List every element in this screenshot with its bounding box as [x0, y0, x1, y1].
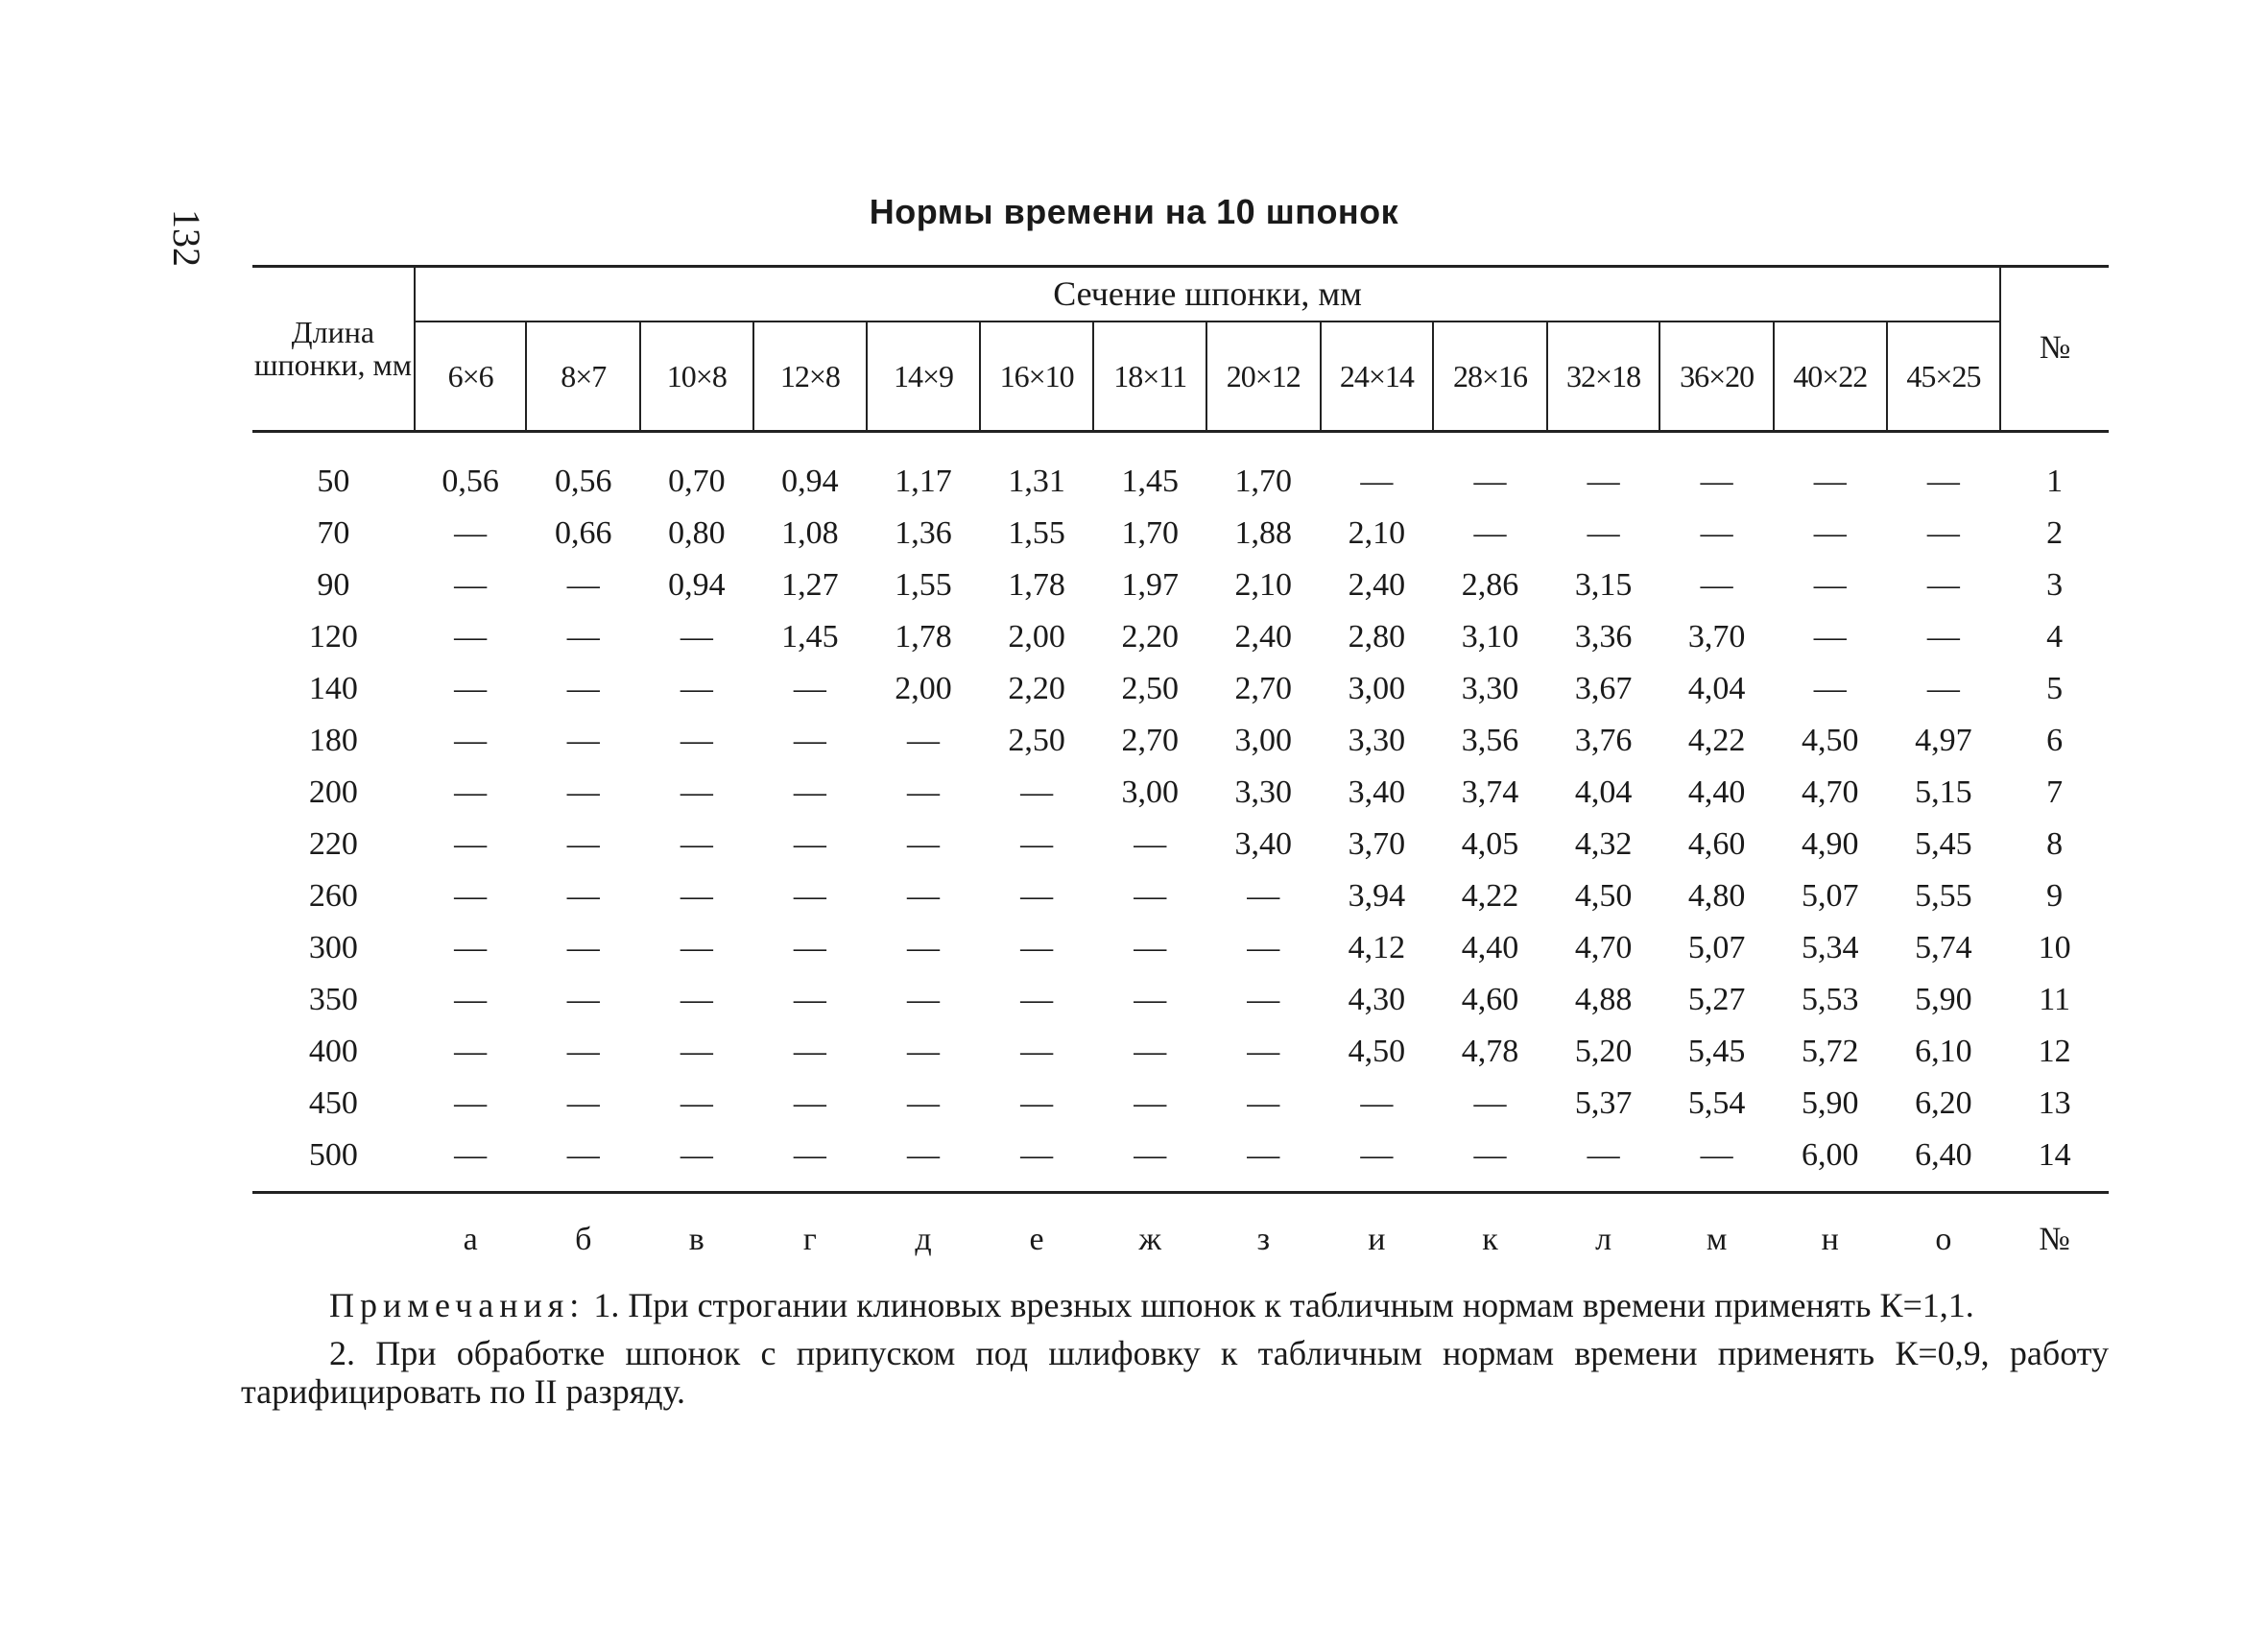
letters-blank-cell [252, 1193, 415, 1287]
time-norm-cell: 3,76 [1574, 723, 1633, 758]
time-norm-cell: 4,40 [1687, 774, 1746, 810]
time-norm-cell: — [1093, 1130, 1206, 1193]
time-norm-cell: — [680, 930, 713, 965]
time-norm-cell: 2,70 [1121, 723, 1179, 758]
time-norm-cell: — [1020, 1034, 1054, 1069]
time-norm-cell: 0,94 [781, 464, 839, 499]
time-norm-cell: — [1813, 567, 1847, 603]
time-norm-cell: — [793, 1034, 826, 1069]
time-norm-cell: — [1813, 515, 1847, 551]
time-norm-cell: — [1473, 515, 1507, 551]
time-norm-cell: — [454, 878, 488, 914]
time-norm-cell: — [1134, 826, 1167, 862]
time-norm-cell: — [1587, 464, 1620, 499]
time-norm-cell: — [1247, 930, 1280, 965]
time-norm-cell: — [1813, 671, 1847, 706]
time-norm-cell: — [1813, 464, 1847, 499]
time-norm-cell: 5,37 [1574, 1085, 1633, 1121]
section-header: Сечение шпонки, мм [415, 267, 2000, 321]
row-number-cell: 9 [2046, 878, 2064, 914]
length-cell: 350 [308, 982, 358, 1017]
time-norm-cell: 3,00 [1121, 774, 1179, 810]
time-norm-cell: — [1587, 515, 1620, 551]
time-norm-cell: 1,45 [1121, 464, 1179, 499]
time-norm-cell: 4,12 [1348, 930, 1406, 965]
column-letter-cell: м [1706, 1222, 1728, 1257]
time-norm-cell: 2,20 [1008, 671, 1065, 706]
time-norm-cell: 2,70 [1234, 671, 1293, 706]
time-norm-cell: 1,78 [895, 619, 952, 655]
time-norm-cell: 3,36 [1574, 619, 1633, 655]
time-norm-cell: — [793, 878, 826, 914]
time-norm-cell: — [793, 982, 826, 1017]
time-norm-cell: 4,22 [1687, 723, 1746, 758]
notes [241, 1286, 2109, 1420]
time-norm-cell: 5,45 [1915, 826, 1972, 862]
time-norm-cell: 0,80 [668, 515, 726, 551]
length-cell: 200 [308, 774, 358, 810]
column-letter-cell: а [463, 1222, 478, 1257]
section-size-header: 40×22 [1774, 321, 1887, 432]
time-norm-cell: 2,50 [1008, 723, 1065, 758]
time-norm-cell: 2,40 [1348, 567, 1406, 603]
time-norm-cell: 2,40 [1234, 619, 1293, 655]
time-norm-cell: — [566, 1034, 600, 1069]
time-norm-cell: 2,20 [1121, 619, 1179, 655]
time-norm-cell: — [454, 567, 488, 603]
time-norm-cell: — [1659, 1130, 1774, 1193]
column-letter-cell: б [575, 1222, 592, 1257]
time-norm-cell: 4,05 [1461, 826, 1519, 862]
row-number-cell: 10 [2038, 930, 2071, 965]
time-norm-cell: 5,54 [1687, 1085, 1746, 1121]
time-norm-cell: — [793, 671, 826, 706]
time-norm-cell: 4,90 [1802, 826, 1859, 862]
time-norm-cell: — [1926, 619, 1960, 655]
time-norm-cell: — [454, 619, 488, 655]
time-norm-cell: 5,15 [1915, 774, 1972, 810]
time-norm-cell: 4,40 [1461, 930, 1519, 965]
table-row [252, 432, 2109, 509]
time-norm-cell: — [1020, 878, 1054, 914]
time-norm-cell: — [1020, 982, 1054, 1017]
length-cell: 500 [252, 1130, 415, 1193]
time-norm-cell: 4,97 [1915, 723, 1972, 758]
time-norm-cell: — [1360, 464, 1394, 499]
time-norm-cell: 1,31 [1008, 464, 1065, 499]
time-norm-cell: 1,88 [1234, 515, 1293, 551]
row-number-cell: 5 [2046, 671, 2064, 706]
time-norm-cell: 1,78 [1008, 567, 1065, 603]
section-size-header: 45×25 [1887, 321, 2001, 432]
table-row [252, 819, 2109, 870]
time-norm-cell: — [1247, 982, 1280, 1017]
section-sizes-row [252, 321, 2109, 432]
time-norm-cell: — [566, 567, 600, 603]
time-norm-cell: 5,07 [1802, 878, 1859, 914]
time-norm-cell: — [907, 723, 940, 758]
time-norm-cell: 2,50 [1121, 671, 1179, 706]
notes-label: Примечания: [329, 1286, 585, 1324]
time-norm-cell: 4,50 [1574, 878, 1633, 914]
table-row [252, 922, 2109, 974]
section-size-header: 10×8 [640, 321, 753, 432]
time-norm-cell: — [680, 826, 713, 862]
time-norm-cell: 4,70 [1802, 774, 1859, 810]
time-norm-cell: — [680, 774, 713, 810]
column-letters-row [252, 1193, 2109, 1287]
time-norm-cell: — [454, 1034, 488, 1069]
time-norm-cell: — [1700, 567, 1733, 603]
length-cell: 400 [308, 1034, 358, 1069]
time-norm-cell: — [1134, 1085, 1167, 1121]
time-norm-cell: — [1321, 1130, 1434, 1193]
time-norm-cell: — [1134, 982, 1167, 1017]
time-norm-cell: 3,56 [1461, 723, 1519, 758]
time-norm-cell: — [1134, 930, 1167, 965]
section-size-header: 16×10 [980, 321, 1094, 432]
length-cell: 140 [308, 671, 358, 706]
time-norm-cell: — [1247, 878, 1280, 914]
section-size-header: 12×8 [753, 321, 868, 432]
length-cell: 300 [308, 930, 358, 965]
length-cell: 50 [317, 464, 350, 499]
time-norm-cell: — [1473, 1085, 1507, 1121]
table-row [252, 663, 2109, 715]
time-norm-cell: — [454, 826, 488, 862]
time-norm-cell: 5,90 [1802, 1085, 1859, 1121]
time-norm-cell: — [526, 1130, 640, 1193]
time-norm-cell: — [793, 1085, 826, 1121]
length-cell: 120 [308, 619, 358, 655]
time-norm-cell: 0,94 [668, 567, 726, 603]
time-norm-cell: — [415, 1130, 527, 1193]
time-norm-cell: — [640, 1130, 753, 1193]
time-norm-cell: — [566, 723, 600, 758]
time-norm-cell: — [793, 826, 826, 862]
time-norm-cell: — [1926, 515, 1960, 551]
time-norm-cell: 6,10 [1915, 1034, 1972, 1069]
time-norm-cell: — [907, 930, 940, 965]
time-norm-cell: 3,67 [1574, 671, 1633, 706]
time-norm-cell: 2,86 [1461, 567, 1519, 603]
table-row [252, 767, 2109, 819]
time-norm-cell: 0,56 [442, 464, 499, 499]
time-norm-cell: 3,00 [1234, 723, 1293, 758]
note-2: 2. При обработке шпонок с припуском под шлифовку к табличным нормам времени применять К=0,9, работу тарифицировать по II разряду. [241, 1334, 2109, 1411]
time-norm-cell: 2,00 [1008, 619, 1065, 655]
time-norm-cell: 5,72 [1802, 1034, 1859, 1069]
time-norm-cell: — [1700, 515, 1733, 551]
time-norm-cell: 4,22 [1461, 878, 1519, 914]
length-column-header: Длина шпонки, мм [252, 267, 415, 432]
time-norm-cell: 3,30 [1234, 774, 1293, 810]
time-norm-cell: — [680, 619, 713, 655]
time-norm-cell: 4,04 [1574, 774, 1633, 810]
time-norm-cell: — [680, 671, 713, 706]
row-number-cell: 1 [2046, 464, 2064, 499]
time-norm-cell: — [1547, 1130, 1660, 1193]
length-cell: 450 [308, 1085, 358, 1121]
time-norm-cell: — [1700, 464, 1733, 499]
time-norm-cell: 4,78 [1461, 1034, 1519, 1069]
time-norm-cell: 5,27 [1687, 982, 1746, 1017]
time-norm-cell: — [566, 878, 600, 914]
time-norm-cell: 6,40 [1887, 1130, 2001, 1193]
time-norm-cell: 3,70 [1687, 619, 1746, 655]
time-norm-cell: — [566, 982, 600, 1017]
length-cell: 260 [308, 878, 358, 914]
time-norm-cell: — [1813, 619, 1847, 655]
time-norm-cell: — [680, 878, 713, 914]
time-norm-cell: 3,94 [1348, 878, 1406, 914]
time-norm-cell: — [1020, 930, 1054, 965]
table-row [252, 1026, 2109, 1078]
section-size-header: 6×6 [415, 321, 527, 432]
row-number-cell: 13 [2038, 1085, 2071, 1121]
time-norm-cell: — [680, 1085, 713, 1121]
time-norm-cell: 3,40 [1348, 774, 1406, 810]
row-number-cell: 12 [2038, 1034, 2071, 1069]
table-row [252, 1130, 2109, 1193]
time-norm-cell: — [566, 930, 600, 965]
column-letter-cell: ж [1138, 1222, 1161, 1257]
time-norm-cell: — [1926, 567, 1960, 603]
time-norm-cell: — [907, 1085, 940, 1121]
time-norm-cell: 1,55 [1008, 515, 1065, 551]
time-norm-cell: — [1926, 464, 1960, 499]
time-norm-cell: 3,74 [1461, 774, 1519, 810]
section-size-header: 14×9 [867, 321, 980, 432]
time-norm-cell: — [454, 930, 488, 965]
column-letter-cell: л [1595, 1222, 1612, 1257]
time-norm-cell: 5,07 [1687, 930, 1746, 965]
time-norm-cell: 0,70 [668, 464, 726, 499]
time-norm-cell: — [907, 826, 940, 862]
column-letter-cell: и [1368, 1222, 1386, 1257]
column-letter-cell: к [1482, 1222, 1498, 1257]
time-norm-cell: 1,55 [895, 567, 952, 603]
time-norm-cell: 6,20 [1915, 1085, 1972, 1121]
time-norm-cell: — [680, 982, 713, 1017]
time-norm-cell: — [566, 1085, 600, 1121]
time-norm-cell: — [1360, 1085, 1394, 1121]
time-norm-cell: 3,70 [1348, 826, 1406, 862]
length-cell: 180 [308, 723, 358, 758]
section-size-header: 32×18 [1547, 321, 1660, 432]
time-norm-cell: 4,30 [1348, 982, 1406, 1017]
note-1-text: 1. При строгании клиновых врезных шпонок к табличным нормам времени применять К=1,1. [593, 1286, 1974, 1324]
time-norm-cell: — [1247, 1034, 1280, 1069]
time-norm-cell: 6,00 [1774, 1130, 1887, 1193]
time-norm-cell: 1,45 [781, 619, 839, 655]
row-number-cell: 8 [2046, 826, 2064, 862]
time-norm-cell: 1,97 [1121, 567, 1179, 603]
time-norm-cell: 3,15 [1574, 567, 1633, 603]
time-norm-cell: 1,17 [895, 464, 952, 499]
page-number-text: 132 [165, 209, 208, 267]
time-norm-cell: — [907, 878, 940, 914]
column-letter-cell: е [1029, 1222, 1044, 1257]
column-letter-cell: г [802, 1222, 817, 1257]
table-row [252, 715, 2109, 767]
time-norm-cell: — [793, 774, 826, 810]
time-norm-cell: 3,40 [1234, 826, 1293, 862]
time-norm-cell: 4,80 [1687, 878, 1746, 914]
time-norm-cell: 2,10 [1234, 567, 1293, 603]
time-norm-cell: 5,53 [1802, 982, 1859, 1017]
time-norm-cell: — [1247, 1085, 1280, 1121]
time-norm-cell: 5,34 [1802, 930, 1859, 965]
section-size-header: 36×20 [1659, 321, 1774, 432]
norms-table-wrap [252, 267, 2109, 1286]
column-letter-cell: н [1821, 1222, 1839, 1257]
time-norm-cell: — [907, 982, 940, 1017]
time-norm-cell: — [1020, 826, 1054, 862]
row-number-cell: 2 [2046, 515, 2064, 551]
time-norm-cell: — [1020, 774, 1054, 810]
time-norm-cell: — [566, 671, 600, 706]
time-norm-cell: 2,80 [1348, 619, 1406, 655]
length-cell: 220 [308, 826, 358, 862]
time-norm-cell: 1,27 [781, 567, 839, 603]
time-norm-cell: 3,00 [1348, 671, 1406, 706]
time-norm-cell: — [1206, 1130, 1321, 1193]
section-size-header: 20×12 [1206, 321, 1321, 432]
time-norm-cell: — [907, 1034, 940, 1069]
time-norm-cell: — [907, 774, 940, 810]
page-title: Нормы времени на 10 шпонок [869, 192, 1399, 231]
time-norm-cell: 4,32 [1574, 826, 1633, 862]
time-norm-cell: — [1134, 878, 1167, 914]
time-norm-cell: 4,60 [1461, 982, 1519, 1017]
time-norm-cell: 1,70 [1121, 515, 1179, 551]
time-norm-cell: 5,74 [1915, 930, 1972, 965]
row-number-cell: 3 [2046, 567, 2064, 603]
length-cell: 90 [317, 567, 350, 603]
time-norm-cell: 4,50 [1348, 1034, 1406, 1069]
number-column-header: № [2000, 267, 2109, 432]
time-norm-cell: — [566, 619, 600, 655]
time-norm-cell: — [1134, 1034, 1167, 1069]
time-norm-cell: 5,55 [1915, 878, 1972, 914]
time-norm-cell: — [1020, 1085, 1054, 1121]
note-1 [241, 1286, 2109, 1324]
norms-table-body [252, 432, 2109, 1193]
time-norm-cell: — [980, 1130, 1094, 1193]
time-norm-cell: — [793, 930, 826, 965]
column-letter-cell: д [915, 1222, 932, 1257]
column-letter-cell: в [688, 1222, 704, 1257]
time-norm-cell: — [566, 826, 600, 862]
length-cell: 70 [317, 515, 350, 551]
time-norm-cell: 4,88 [1574, 982, 1633, 1017]
time-norm-cell: — [680, 1034, 713, 1069]
time-norm-cell: 0,56 [554, 464, 612, 499]
time-norm-cell: — [454, 671, 488, 706]
time-norm-cell: 2,00 [895, 671, 952, 706]
time-norm-cell: — [793, 723, 826, 758]
column-letter-cell: з [1256, 1222, 1270, 1257]
table-row [252, 974, 2109, 1026]
time-norm-cell: 0,66 [554, 515, 612, 551]
time-norm-cell: 5,90 [1915, 982, 1972, 1017]
section-size-header: 8×7 [526, 321, 640, 432]
time-norm-cell: 4,04 [1687, 671, 1746, 706]
time-norm-cell: — [867, 1130, 980, 1193]
section-size-header: 28×16 [1433, 321, 1547, 432]
time-norm-cell: 2,10 [1348, 515, 1406, 551]
time-norm-cell: 4,50 [1802, 723, 1859, 758]
time-norm-cell: 4,70 [1574, 930, 1633, 965]
time-norm-cell: 3,30 [1348, 723, 1406, 758]
time-norm-cell: — [454, 723, 488, 758]
time-norm-cell: — [1473, 464, 1507, 499]
time-norm-cell: — [454, 982, 488, 1017]
time-norm-cell: 1,36 [895, 515, 952, 551]
row-number-cell: 6 [2046, 723, 2064, 758]
time-norm-cell: — [1926, 671, 1960, 706]
time-norm-cell: — [1433, 1130, 1547, 1193]
time-norm-cell: 5,20 [1574, 1034, 1633, 1069]
section-size-header: 24×14 [1321, 321, 1434, 432]
row-number-cell: 4 [2046, 619, 2064, 655]
table-row [252, 1078, 2109, 1130]
time-norm-cell: 3,10 [1461, 619, 1519, 655]
time-norm-cell: 1,08 [781, 515, 839, 551]
table-row [252, 870, 2109, 922]
time-norm-cell: 5,45 [1687, 1034, 1746, 1069]
row-number-cell: 14 [2000, 1130, 2109, 1193]
time-norm-cell: — [454, 1085, 488, 1121]
row-number-cell: 11 [2039, 982, 2071, 1017]
section-size-header: 18×11 [1093, 321, 1206, 432]
time-norm-cell: — [566, 774, 600, 810]
time-norm-cell: — [454, 515, 488, 551]
time-norm-cell: 1,70 [1234, 464, 1293, 499]
time-norm-cell: — [753, 1130, 868, 1193]
table-row [252, 508, 2109, 560]
norms-table [252, 267, 2109, 1286]
time-norm-cell: — [680, 723, 713, 758]
row-number-cell: 7 [2046, 774, 2064, 810]
time-norm-cell: 3,30 [1461, 671, 1519, 706]
time-norm-cell: — [454, 774, 488, 810]
column-letter-cell: о [1935, 1222, 1952, 1257]
table-row [252, 560, 2109, 611]
letters-number-label: № [2039, 1222, 2070, 1257]
table-row [252, 611, 2109, 663]
time-norm-cell: 4,60 [1687, 826, 1746, 862]
